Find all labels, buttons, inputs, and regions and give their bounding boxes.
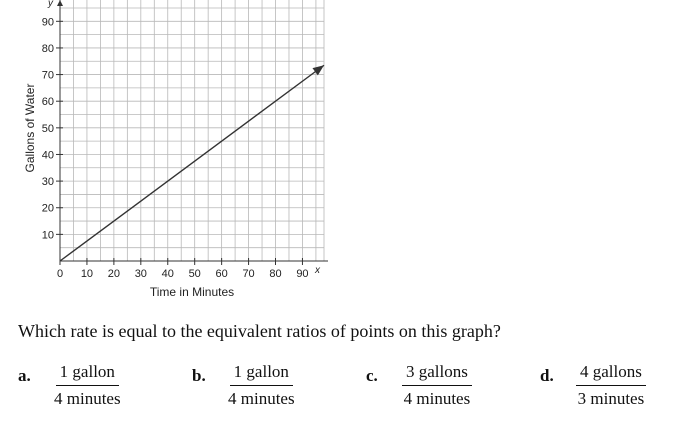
choice-fraction [54, 362, 121, 409]
fraction-denominator: 4 minutes [54, 389, 121, 408]
x-tick-label: 80 [269, 268, 282, 280]
choice-letter: a. [18, 366, 31, 385]
choice-d[interactable] [540, 362, 646, 409]
y-tick-label: 20 [41, 202, 54, 215]
choice-fraction [228, 362, 295, 409]
chart-series [60, 65, 324, 261]
chart-axes [57, 0, 328, 261]
x-tick-label: 50 [188, 268, 201, 280]
series-line [60, 65, 324, 261]
x-tick-label: 30 [134, 268, 147, 280]
choice-letter: d. [540, 366, 554, 385]
choice-c[interactable] [366, 362, 472, 409]
question-text: Which rate is equal to the equivalent ratios of points on this graph? [18, 321, 501, 341]
y-tick-label: 30 [41, 176, 54, 189]
y-tick-label: 40 [41, 149, 54, 162]
fraction-numerator: 1 gallon [230, 362, 293, 386]
fraction-numerator: 3 gallons [402, 362, 472, 386]
x-tick-label: 20 [107, 268, 121, 280]
choice-fraction [576, 362, 646, 409]
x-tick-label: 60 [215, 268, 228, 280]
choice-a[interactable] [18, 362, 121, 409]
x-axis-variable: x [315, 265, 320, 276]
choice-fraction [402, 362, 472, 409]
y-axis-label: Gallons of Water [23, 83, 37, 173]
y-tick-label: 80 [41, 42, 54, 55]
y-tick-label: 60 [41, 96, 54, 109]
choice-b[interactable] [192, 362, 295, 409]
y-axis-variable: y [48, 0, 53, 9]
y-tick-label: 50 [41, 122, 54, 135]
x-tick-label: 40 [161, 268, 174, 280]
x-tick-label: 90 [296, 268, 309, 280]
fraction-numerator: 4 gallons [576, 362, 646, 386]
choice-letter: c. [366, 366, 378, 385]
fraction-numerator: 1 gallon [56, 362, 119, 386]
y-axis-arrow [57, 0, 63, 6]
y-tick-label: 70 [41, 69, 54, 82]
x-tick-label: 70 [242, 268, 255, 280]
y-tick-label: 90 [41, 16, 54, 29]
chart-ticks [42, 16, 309, 280]
fraction-denominator: 4 minutes [403, 389, 471, 408]
x-tick-label: 0 [56, 268, 64, 280]
fraction-denominator: 3 minutes [577, 389, 645, 408]
x-tick-label: 10 [80, 268, 94, 280]
x-axis-label: Time in Minutes [149, 285, 235, 299]
y-tick-label: 10 [41, 229, 54, 242]
fraction-denominator: 4 minutes [228, 389, 295, 408]
series-arrowhead [312, 65, 324, 75]
choice-letter: b. [192, 366, 206, 385]
chart-grid [60, 0, 324, 261]
